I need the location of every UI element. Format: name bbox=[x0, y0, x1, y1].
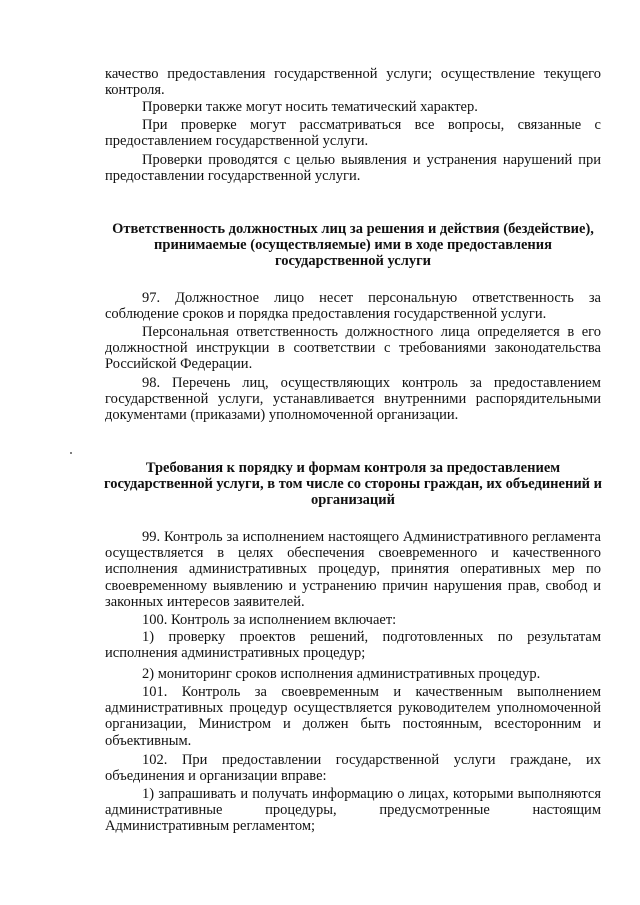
section-heading: Ответственность должностных лиц за решения и действия (бездействие), принимаемые (осуществляемые) ими в ходе предоставления государственной услуги bbox=[112, 221, 594, 270]
paragraph: Проверки проводятся с целью выявления и устранения нарушений при предоставлении государственной услуги. bbox=[105, 152, 601, 185]
list-item: 2) мониторинг сроков исполнения административных процедур. bbox=[142, 666, 541, 682]
paragraph: 99. Контроль за исполнением настоящего Административного регламента осуществляется в целях обеспечения своевременного и качественного исполнения административных процедур, принятия оперативных мер по своевременному выявлению и устранению причин нарушения прав, свобод и законных интересов заявителей. bbox=[105, 529, 601, 610]
paragraph: При проверке могут рассматриваться все вопросы, связанные с предоставлением государственной услуги. bbox=[105, 117, 601, 150]
paragraph: 97. Должностное лицо несет персональную ответственность за соблюдение сроков и порядка предоставления государственной услуги. bbox=[105, 290, 601, 323]
section-heading: Требования к порядку и формам контроля за предоставлением государственной услуги, в том числе со стороны граждан, их объединений и организаций bbox=[103, 460, 603, 509]
list-item: 1) проверку проектов решений, подготовленных по результатам исполнения административных процедур; bbox=[105, 629, 601, 662]
paragraph: качество предоставления государственной услуги; осуществление текущего контроля. bbox=[105, 66, 601, 99]
paragraph: 98. Перечень лиц, осуществляющих контроль за предоставлением государственной услуги, устанавливается внутренними распорядительными документами (приказами) уполномоченной организации. bbox=[105, 375, 601, 424]
paragraph: 100. Контроль за исполнением включает: bbox=[142, 612, 397, 628]
paragraph: 102. При предоставлении государственной услуги граждане, их объединения и организации вправе: bbox=[105, 752, 601, 785]
paragraph: Проверки также могут носить тематический характер. bbox=[142, 99, 478, 115]
list-item: 1) запрашивать и получать информацию о лицах, которыми выполняются административные процедуры, предусмотренные настоящим Административным регламентом; bbox=[105, 786, 601, 835]
stray-mark bbox=[70, 452, 72, 454]
paragraph: Персональная ответственность должностного лица определяется в его должностной инструкции в соответствии с требованиями законодательства Российской Федерации. bbox=[105, 324, 601, 373]
paragraph: 101. Контроль за своевременным и качественным выполнением административных процедур осуществляется руководителем уполномоченной организации, Министром и должен быть постоянным, всесторонним и объективным. bbox=[105, 684, 601, 749]
